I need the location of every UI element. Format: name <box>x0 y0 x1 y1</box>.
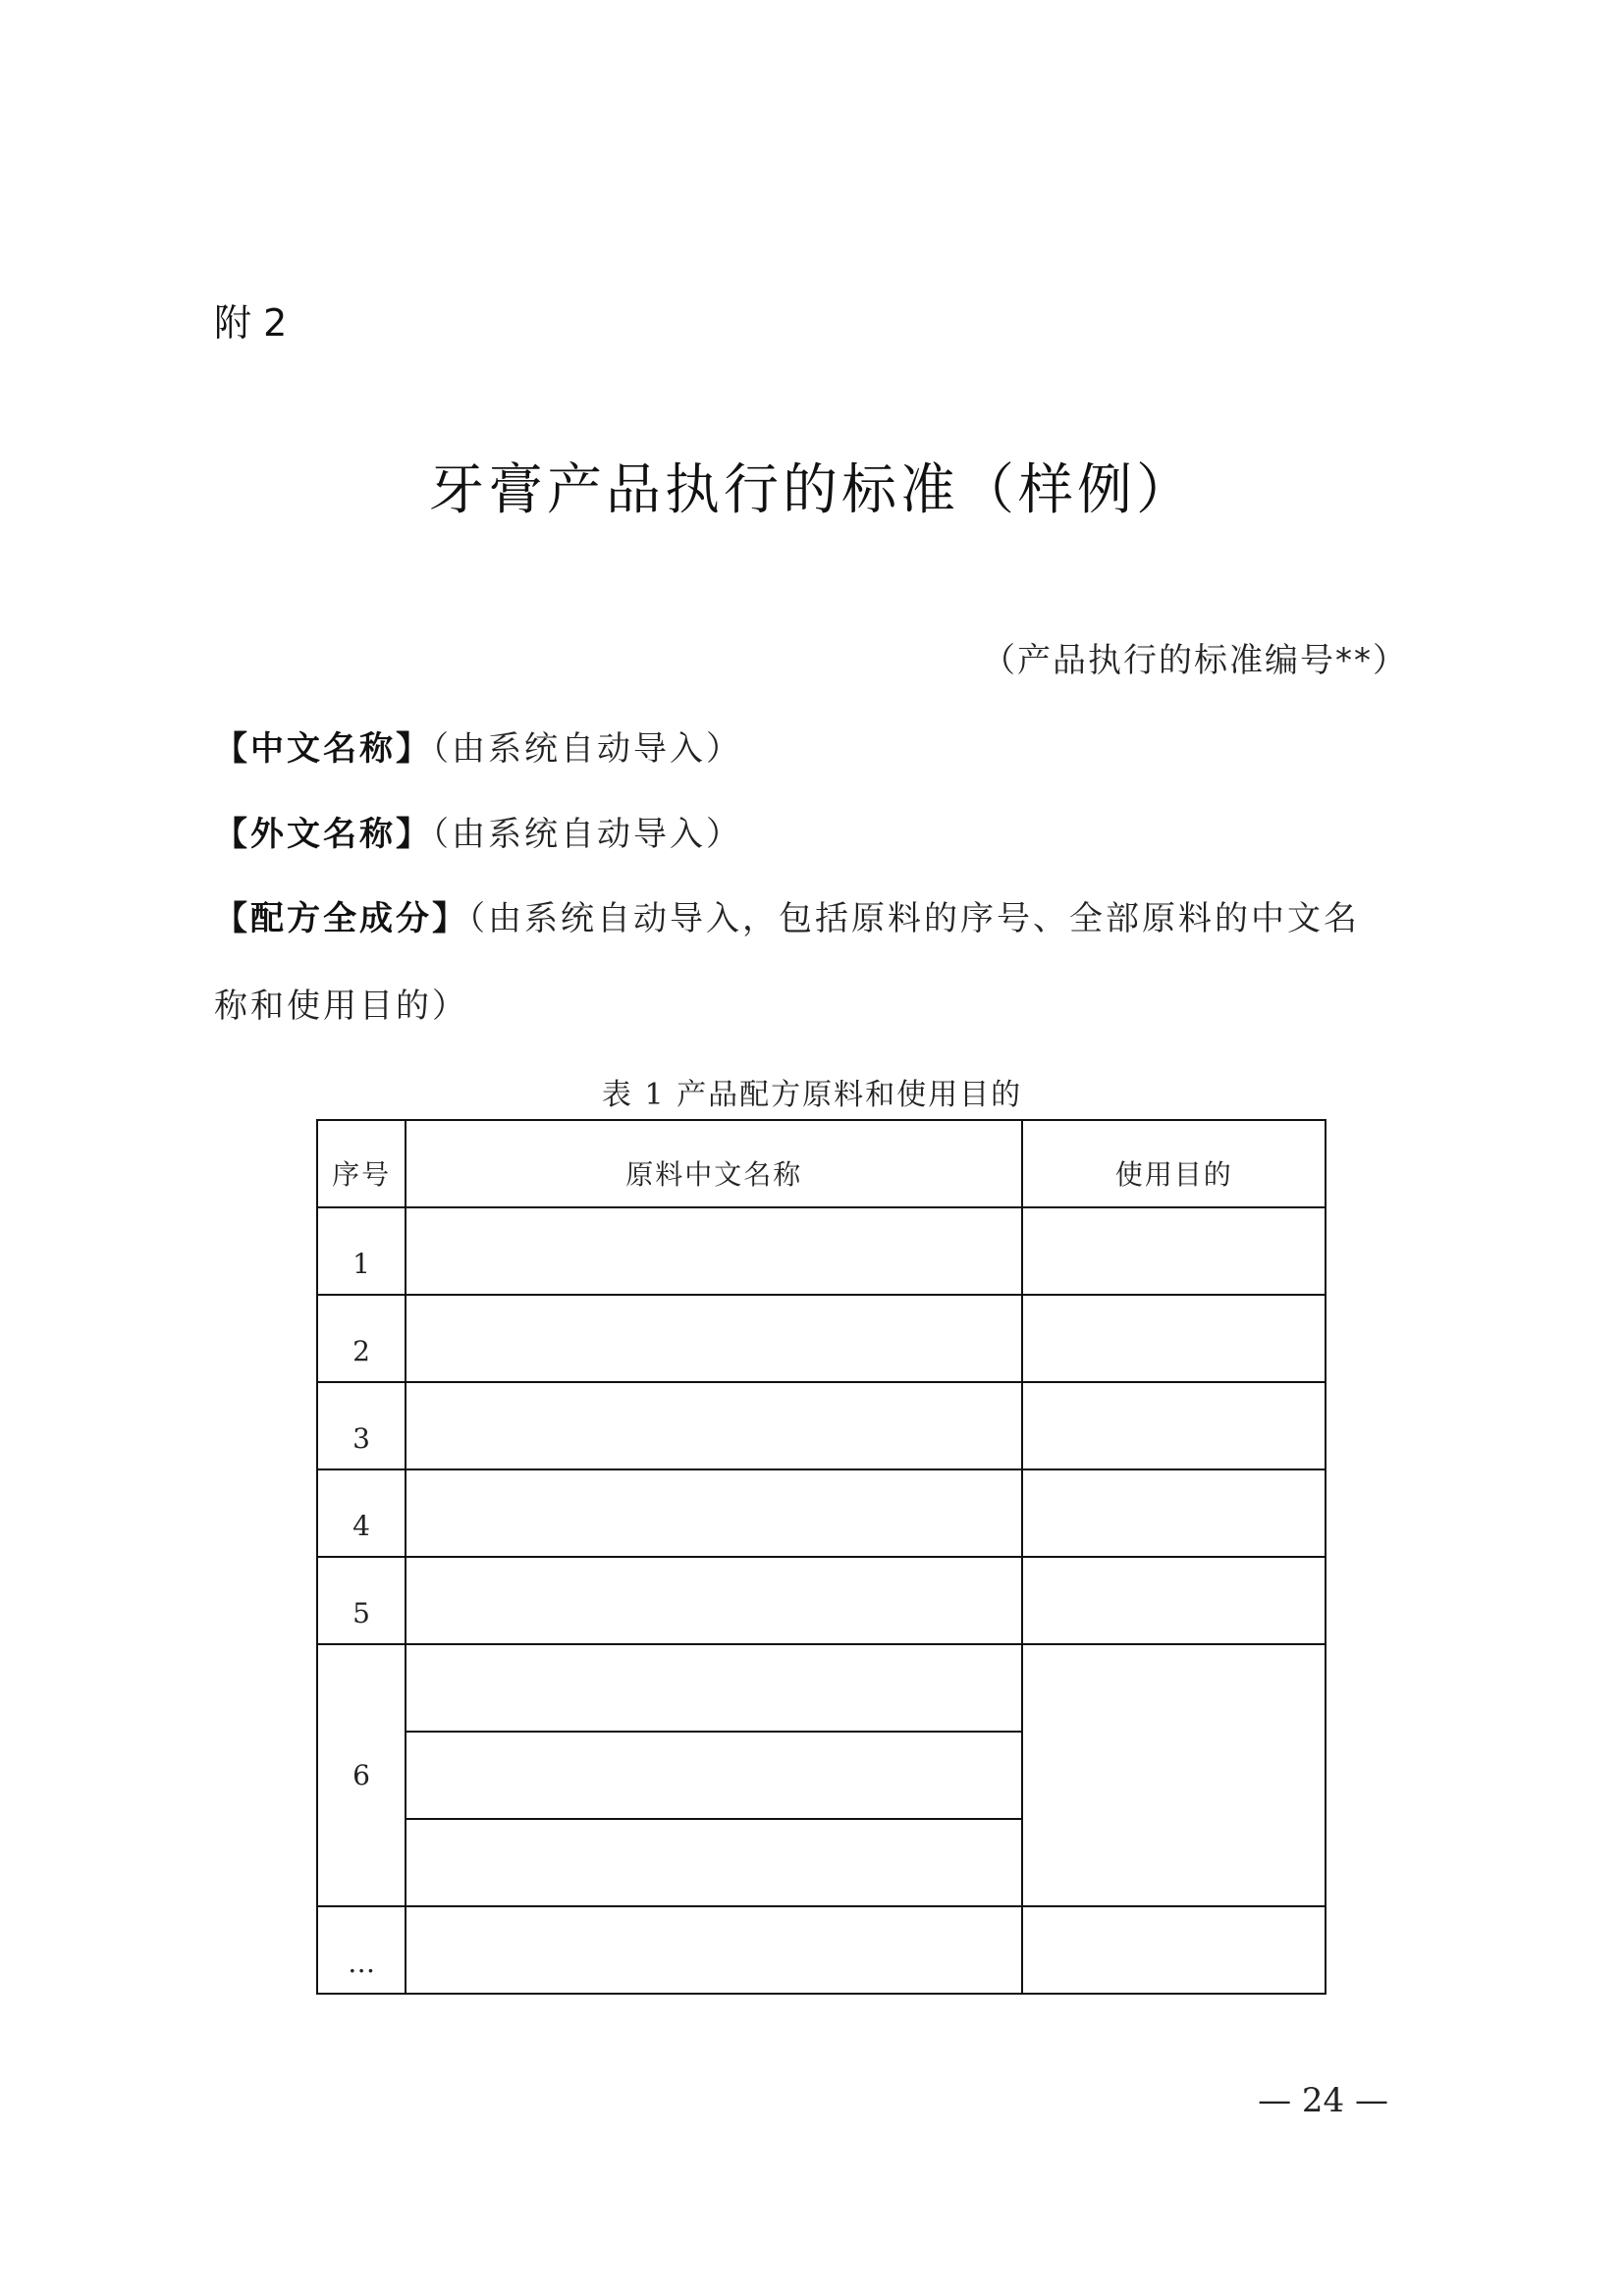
header-name: 原料中文名称 <box>406 1120 1022 1207</box>
table-row <box>317 1382 1326 1469</box>
table-row <box>317 1557 1326 1644</box>
row-name-cell <box>406 1906 1022 1994</box>
row-seq: 3 <box>317 1382 406 1469</box>
row-purpose-cell <box>1022 1382 1326 1469</box>
table-row <box>317 1207 1326 1295</box>
row-seq: 5 <box>317 1557 406 1644</box>
standard-number: （产品执行的标准编号**） <box>982 641 1408 680</box>
foreign-name-field <box>214 807 742 855</box>
header-purpose: 使用目的 <box>1022 1120 1326 1207</box>
row-seq: 4 <box>317 1469 406 1557</box>
foreign-name-value: （由系统自动导入） <box>432 815 742 854</box>
table-row <box>317 1906 1326 1994</box>
chinese-name-label: 【中文名称】 <box>214 729 432 769</box>
row-name-cell <box>406 1469 1022 1557</box>
chinese-name-field <box>214 721 742 770</box>
chinese-name-value: （由系统自动导入） <box>432 729 742 769</box>
attachment-label: 附 2 <box>214 301 288 345</box>
table-caption: 表 1 产品配方原料和使用目的 <box>601 1078 1023 1112</box>
row-seq-ellipsis: … <box>317 1906 406 1994</box>
row-purpose-cell <box>1022 1207 1326 1295</box>
formula-field <box>214 891 1360 939</box>
row-name-cell <box>406 1382 1022 1469</box>
row-seq: 2 <box>317 1295 406 1382</box>
formula-label: 【配方全成分】 <box>214 899 468 938</box>
row-seq-group: 6 <box>317 1644 406 1906</box>
row-purpose-cell <box>1022 1469 1326 1557</box>
table-header-row <box>317 1120 1326 1207</box>
row-name-cell <box>406 1557 1022 1644</box>
row-name-cell <box>406 1295 1022 1382</box>
row-purpose-cell-group <box>1022 1644 1326 1906</box>
row-name-cell <box>406 1644 1022 1732</box>
formula-value-continued: 称和使用目的） <box>214 987 468 1026</box>
row-purpose-cell <box>1022 1295 1326 1382</box>
table-row <box>317 1469 1326 1557</box>
table-row <box>317 1295 1326 1382</box>
row-name-cell <box>406 1207 1022 1295</box>
row-purpose-cell <box>1022 1906 1326 1994</box>
header-seq: 序号 <box>317 1120 406 1207</box>
page-number: — 24 — <box>1258 2081 1388 2120</box>
row-purpose-cell <box>1022 1557 1326 1644</box>
row-name-cell <box>406 1819 1022 1906</box>
row-seq: 1 <box>317 1207 406 1295</box>
formula-value: （由系统自动导入，包括原料的序号、全部原料的中文名 <box>468 899 1360 938</box>
table-row-group <box>317 1644 1326 1732</box>
foreign-name-label: 【外文名称】 <box>214 815 432 854</box>
page-title: 牙膏产品执行的标准（样例） <box>429 458 1195 522</box>
row-name-cell <box>406 1732 1022 1819</box>
formula-table <box>316 1119 1326 1995</box>
